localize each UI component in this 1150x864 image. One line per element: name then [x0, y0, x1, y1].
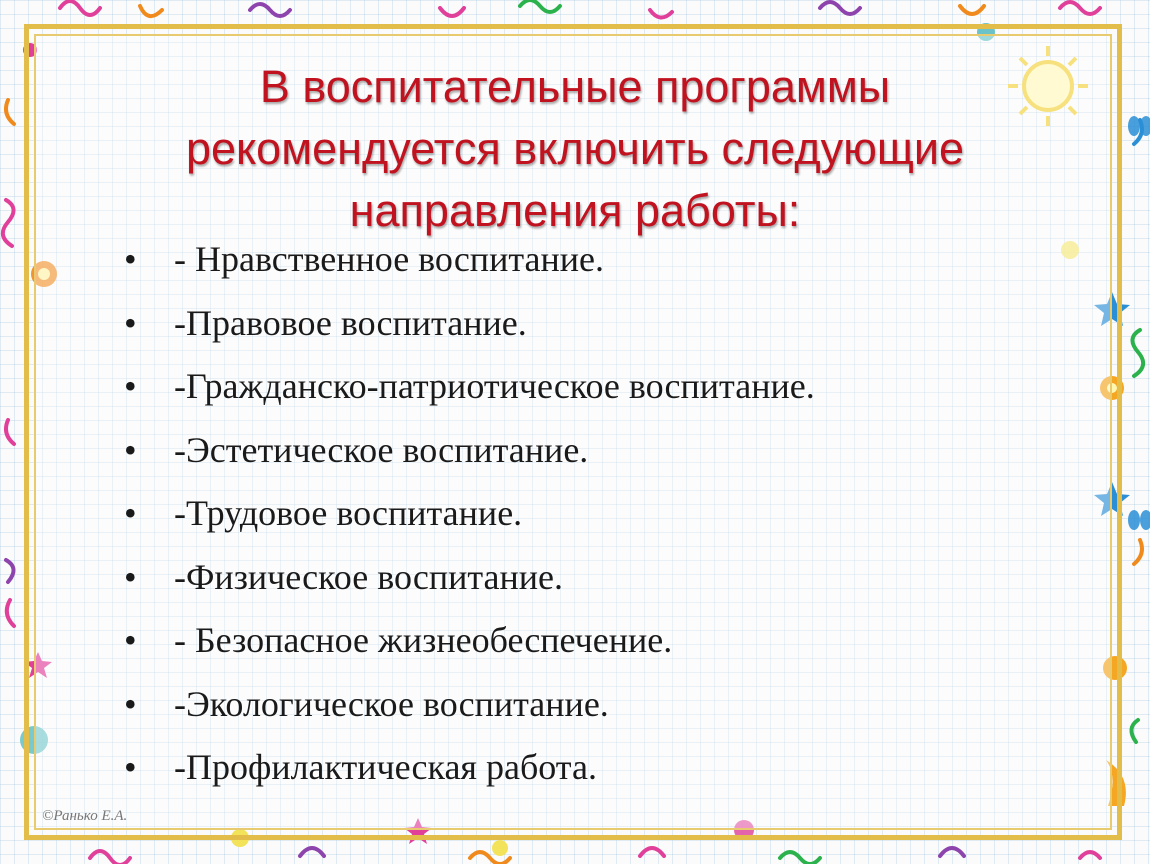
list-item	[124, 482, 1024, 546]
list-item-text: -Экологическое воспитание.	[174, 683, 609, 724]
bullet-icon: •	[124, 493, 137, 533]
list-item-text: -Эстетическое воспитание.	[174, 429, 589, 470]
list-item	[124, 419, 1024, 483]
title-line: направления работы:	[349, 185, 801, 236]
title-line: В воспитательные программы	[259, 61, 891, 112]
list-item-text: - Нравственное воспитание.	[174, 239, 604, 279]
list-item	[124, 292, 1024, 356]
bullet-icon: •	[124, 366, 137, 406]
list-item	[124, 355, 1024, 419]
butterfly-icon	[1128, 116, 1150, 530]
bullet-icon: •	[124, 239, 137, 279]
bullet-icon: •	[124, 302, 137, 343]
title-line: рекомендуется включить следующие	[185, 123, 965, 174]
list-item	[124, 546, 1024, 610]
bullet-icon: •	[124, 429, 137, 470]
list-item	[124, 673, 1024, 737]
copyright-text: ©Ранько Е.А.	[42, 808, 128, 824]
slide-title	[80, 56, 1070, 242]
bullet-icon: •	[124, 747, 137, 787]
bullet-icon: •	[124, 620, 137, 660]
list-item	[124, 228, 1024, 292]
bullet-list	[124, 228, 1024, 800]
list-item	[124, 736, 1024, 800]
list-item-text: -Гражданско-патриотическое воспитание.	[174, 366, 815, 406]
list-item-text: - Безопасное жизнеобеспечение.	[174, 620, 673, 660]
list-item-text: -Физическое воспитание.	[174, 556, 564, 597]
bullet-icon: •	[124, 556, 137, 597]
list-item-text: -Профилактическая работа.	[174, 747, 597, 787]
list-item	[124, 609, 1024, 673]
bullet-icon: •	[124, 683, 137, 724]
list-item-text: -Правовое воспитание.	[174, 302, 527, 343]
list-item-text: -Трудовое воспитание.	[174, 493, 523, 533]
